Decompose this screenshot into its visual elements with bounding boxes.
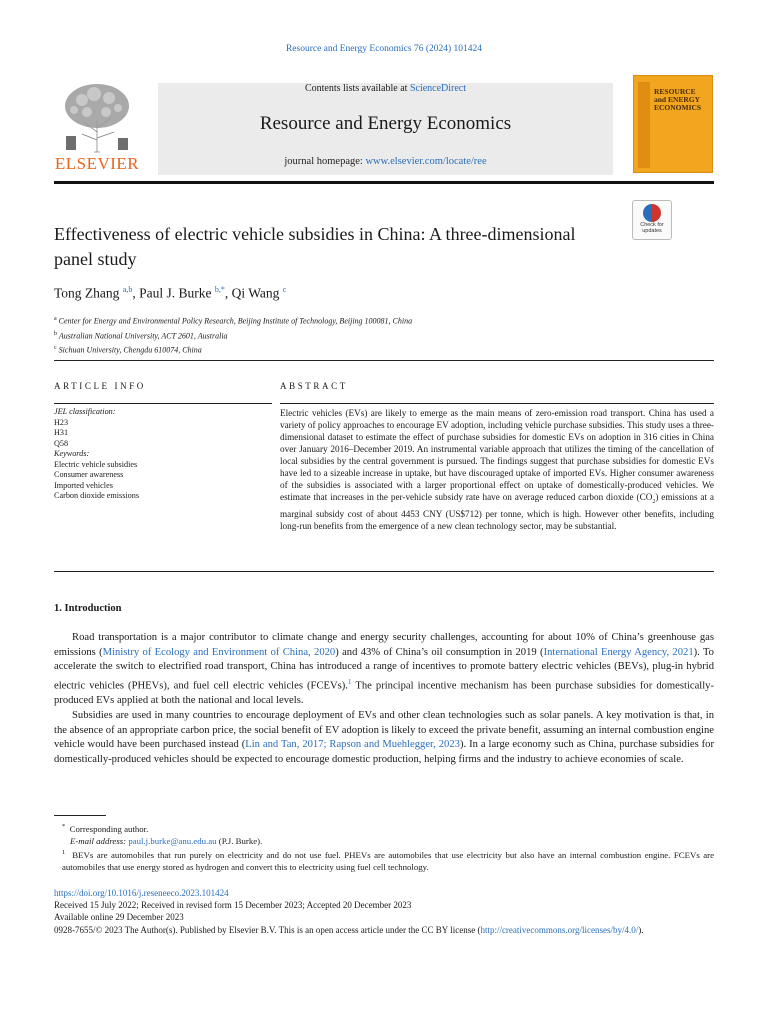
sciencedirect-link[interactable]: ScienceDirect: [409, 83, 467, 94]
jel-label: JEL classification:: [54, 407, 116, 416]
available-online: Available online 29 December 2023: [54, 912, 184, 923]
doi-link[interactable]: https://doi.org/10.1016/j.reseneeco.2023.101424: [54, 888, 229, 898]
elsevier-tree-icon: [54, 80, 140, 154]
affiliation-item: [54, 342, 412, 357]
affiliation-list: [54, 313, 412, 357]
jel-code: Q58: [54, 438, 69, 448]
cover-title-line1: RESOURCE: [654, 87, 696, 96]
article-title: Effectiveness of electric vehicle subsidies in China: A three-dimensional panel study: [54, 224, 576, 269]
cover-title: [654, 88, 701, 112]
crossmark-label-2: updates: [642, 228, 662, 234]
abstract-text-part1: Electric vehicles (EVs) are likely to emerge as the main means of zero-emission road transport. China has used a variety of policy approaches to encourage EV adoption, including vehicle purchase subsidies. This study uses a three-dimensional dataset to estimate the effect of purchase subsidies for domestic EVs on adoption in 316 cities in China over January 2016–December 2019. An instrumental variable approach that utilizes the timing of the cancellation of local subsidies by the central government is pursued. The findings suggest that purchase subsidies for domestic EVs have led to a sizeable increase in uptake, but have discouraged uptake of imported EVs. Higher consumer awareness of the subsidies is associated with a larger proportional effect on uptake of domestically-produced vehicles. We estimate that increases in the per-vehicle subsidy rate have on average reduced carbon dioxide (CO: [280, 408, 714, 503]
abstract-rule: [280, 403, 714, 404]
abstract-bottom-divider: [54, 571, 714, 572]
affiliation-item: [54, 328, 412, 343]
header-divider: [54, 181, 714, 184]
homepage-line: [158, 156, 613, 167]
cover-title-line3: ECONOMICS: [654, 103, 702, 112]
paragraph-text: ). In a large economy such as China, purchase subsidies for domestically-produced vehicles should be expected to encourage domestic production, helping firms and the industry to achieve economies of scale.: [54, 739, 715, 766]
author-affiliation-marks[interactable]: b,*: [214, 285, 225, 294]
author-name: Tong Zhang: [54, 285, 120, 301]
introduction-body: [54, 631, 714, 768]
crossmark-icon: [643, 204, 661, 222]
footnote-divider: [54, 815, 106, 816]
affiliation-item: [54, 313, 412, 328]
check-for-updates-button[interactable]: [632, 200, 672, 240]
paragraph-text: ) and 43% of China’s oil consumption in 2019 (: [335, 646, 544, 658]
jel-code: H23: [54, 417, 69, 427]
license-link[interactable]: http://creativecommons.org/licenses/by/4.0/: [480, 924, 639, 935]
footnote-1: [54, 847, 714, 873]
affiliation-mark: c: [54, 345, 57, 352]
paragraph: [54, 631, 714, 709]
keyword: Imported vehicles: [54, 480, 113, 490]
crossmark-label-1: Check for: [640, 222, 664, 228]
paragraph-text: ). To accelerate the switch to electrified road transport, China has introduced a range of incentives to promote battery electric vehicles (BEVs), plug-in hybrid electric vehicles (PHEVs), and fuel cell electric vehicles (FCEVs).: [54, 646, 714, 692]
co2-subscript: 2: [652, 499, 656, 506]
article-info-heading: ARTICLE INFO: [54, 381, 146, 391]
footnote-text: Corresponding author.: [69, 823, 149, 834]
journal-reference[interactable]: Resource and Energy Economics 76 (2024) 101424: [285, 44, 483, 54]
contents-line: [158, 83, 613, 94]
paragraph-text: Subsidies are used in many countries to encourage deployment of EVs and other clean technologies such as solar panels. A key motivation is that, in the absence of an appropriate carbon price, the social benefit of EV adoption is likely to exceed the private benefit, assuming an internal combustion engine vehicle would have been purchased instead (: [54, 710, 714, 751]
publisher-wordmark: ELSEVIER: [54, 154, 140, 173]
footnote-text: BEVs are automobiles that run purely on electricity and do not use fuel. PHEVs are automobiles that use electricity but also have an internal combustion engine. FCEVs are automobiles that use energy stored as hydrogen and convert this to electricity using fuel cell technology.: [62, 850, 714, 873]
author-name: Qi Wang: [231, 285, 280, 301]
email-suffix: (P.J. Burke).: [216, 836, 263, 847]
license-statement: [54, 924, 714, 936]
email-label: E-mail address:: [70, 836, 129, 847]
journal-cover-thumbnail[interactable]: [633, 75, 713, 173]
license-text: 0928-7655/© 2023 The Author(s). Published by Elsevier B.V. This is an open access article under the CC BY license (: [54, 924, 481, 935]
abstract-text-part2: ) emissions at a marginal subsidy cost of about 4453 CNY (US$712) per tonne, which is high. However other benefits, including long-run benefits from the emergence of a new clean technology sector, may be substantial.: [280, 492, 714, 532]
journal-banner: [158, 83, 613, 175]
article-metadata: [54, 887, 714, 936]
introduction-heading: 1. Introduction: [54, 603, 122, 614]
elsevier-logo[interactable]: [54, 80, 140, 174]
affiliation-mark: b: [54, 330, 57, 337]
paragraph-text: The principal incentive mechanism has been purchase subsidies for domestically-produced EVs applied at both the national and local levels.: [54, 680, 715, 707]
footnotes: [54, 821, 714, 874]
journal-title: Resource and Energy Economics: [259, 113, 512, 134]
paragraph: [54, 709, 714, 768]
keyword: Electric vehicle subsidies: [54, 459, 138, 469]
author-affiliation-marks[interactable]: c: [282, 285, 287, 294]
keywords-label: Keywords:: [54, 449, 90, 458]
footnote-link[interactable]: 1: [347, 678, 352, 687]
author-email-link[interactable]: paul.j.burke@anu.edu.au: [128, 836, 217, 847]
citation-link[interactable]: Ministry of Ecology and Environment of China, 2020: [102, 646, 336, 658]
cover-title-line2: and ENERGY: [654, 95, 701, 104]
affiliation-text: Australian National University, ACT 2601, Australia: [58, 331, 228, 341]
paragraph-text: Road transportation is a major contributor to climate change and energy security challenges, accounting for about 10% of China’s greenhouse gas emissions (: [54, 632, 714, 658]
author-affiliation-marks[interactable]: a,b: [122, 285, 133, 294]
corresponding-author-note: [54, 821, 714, 835]
affiliation-divider: [54, 360, 714, 361]
jel-code: H31: [54, 428, 69, 437]
contents-prefix: Contents lists available at: [304, 83, 410, 94]
article-info: [54, 407, 272, 502]
keyword: Consumer awareness: [54, 470, 124, 479]
citation-link[interactable]: Lin and Tan, 2017; Rapson and Muehlegger, 2023: [245, 739, 460, 751]
keyword: Carbon dioxide emissions: [54, 491, 140, 500]
affiliation-mark: a: [54, 316, 57, 322]
affiliation-text: Sichuan University, Chengdu 610074, China: [58, 345, 202, 355]
footnote-mark: *: [62, 823, 66, 830]
abstract-heading: ABSTRACT: [280, 381, 348, 391]
homepage-prefix: journal homepage:: [284, 156, 366, 167]
history-dates: Received 15 July 2022; Received in revised form 15 December 2023; Accepted 20 December 2023: [54, 900, 412, 911]
journal-homepage-link[interactable]: www.elsevier.com/locate/ree: [365, 156, 487, 167]
author-name: Paul J. Burke: [139, 285, 212, 301]
affiliation-text: Center for Energy and Environmental Policy Research, Beijing Institute of Technology, Beijing 100081, China: [58, 316, 413, 326]
abstract-body: [280, 407, 714, 532]
citation-link[interactable]: International Energy Agency, 2021: [543, 646, 694, 658]
footnote-mark: 1: [62, 849, 66, 857]
cover-stripe: [638, 82, 650, 168]
author-list: Tong Zhang $^{a,b}$, Paul J. Burke $^{b,*}$, Qi Wang $^c$: [54, 285, 287, 301]
license-suffix: ).: [638, 924, 644, 935]
email-note: [54, 835, 714, 847]
article-info-rule: [54, 403, 272, 404]
